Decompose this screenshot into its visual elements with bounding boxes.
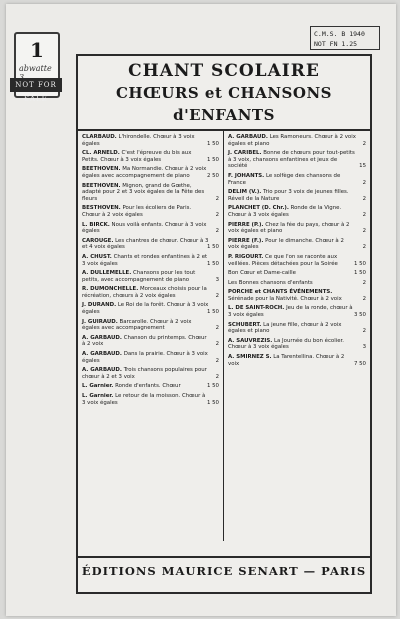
catalog-entry xyxy=(228,173,366,186)
catalog-entry xyxy=(228,280,366,287)
entry-title: Le solfège des chansons de France xyxy=(228,172,341,186)
entry-composer: J. DURAND. xyxy=(82,302,117,309)
catalog-entry xyxy=(82,319,219,332)
entry-price: 2 xyxy=(362,328,366,335)
catalog-entry xyxy=(82,383,219,390)
catalog-entry xyxy=(228,189,366,202)
entry-price: 2 xyxy=(362,295,366,302)
entry-composer: L. BIRCK. xyxy=(82,221,110,228)
catalog-entry xyxy=(82,335,219,348)
entry-composer: CL. ARNELD. xyxy=(82,150,120,157)
entry-price: 1 50 xyxy=(353,260,366,267)
entry-title: Sérénade pour la Nativité. Chœur à 2 voix xyxy=(228,295,342,302)
catalog-listing xyxy=(78,131,370,541)
reference-box xyxy=(310,26,380,50)
entry-title: Morceaux choisis pour la récréation, chœurs à 2 voix égales xyxy=(82,286,207,299)
entry-price: 2 xyxy=(215,357,219,364)
entry-price: 2 xyxy=(215,373,219,380)
catalog-entry xyxy=(228,205,366,218)
entry-title: Barcarolle. Chœur à 2 voix égales avec accompagnement xyxy=(82,318,192,332)
entry-title: Chanson du printemps. Chœur à 2 voix xyxy=(82,334,207,348)
reference-line-1: C.M.S. B 1940 xyxy=(314,30,365,38)
entry-title: Ronde d'enfants. Chœur xyxy=(115,383,181,390)
publisher-footer: ÉDITIONS MAURICE SENART — PARIS xyxy=(78,556,370,578)
entry-composer: CLARBAUD. xyxy=(82,134,117,140)
entry-title: Les Bonnes chansons d'enfants xyxy=(228,279,313,286)
entry-composer: A. GARBAUD. xyxy=(228,134,268,140)
music-sheet-cover xyxy=(76,54,372,594)
entry-price: 2 xyxy=(215,325,219,332)
entry-title: La Tarentellina. Chœur à 2 voix xyxy=(228,354,345,367)
entry-title: La jeune fille, chœur à 2 voix égales et piano xyxy=(228,321,342,335)
entry-composer: L. DE SAINT-ROCH. xyxy=(228,305,285,312)
entry-composer: DELIM (V.). xyxy=(228,189,262,196)
entry-title: Trois chansons populaires pour chœur à 2 et 3 voix xyxy=(82,367,207,380)
entry-composer: A. GARBAUD. xyxy=(82,334,122,341)
entry-title: Trio pour 3 voix de jeunes filles. Réveil de la Nature xyxy=(228,189,349,202)
entry-price: 2 xyxy=(362,140,366,147)
entry-title: Ronde de la Vigne. Chœur à 3 voix égales xyxy=(228,205,342,218)
entry-composer: A. CHUST. xyxy=(82,253,112,260)
entry-price: 2 xyxy=(215,211,219,218)
entry-title: Ce que l'on se raconte aux veillées. Pièces détachées pour la Soirée xyxy=(228,253,338,267)
catalog-entry xyxy=(82,351,219,364)
catalog-entry xyxy=(228,289,366,302)
entry-price: 1 50 xyxy=(353,270,366,277)
entry-title: Les chantres de chœur. Chœur à 3 et 4 voix égales xyxy=(82,237,209,251)
catalog-column-left xyxy=(78,131,224,541)
entry-price: 15 xyxy=(359,163,366,170)
stamp-number: 1 xyxy=(30,38,44,62)
entry-title: La Journée du bon écolier. Chœur à 3 voix égales xyxy=(228,337,344,351)
entry-composer: J. CARIBEL. xyxy=(228,150,262,157)
entry-composer: PORCHE et CHANTS ÉVÉNEMENTS. xyxy=(228,289,333,296)
entry-composer: J. GUIRAUD. xyxy=(82,318,118,325)
stamp-band: NOT FOR SALE xyxy=(10,78,62,92)
entry-price: 3 50 xyxy=(353,312,366,319)
catalog-entry xyxy=(82,302,219,315)
catalog-entry xyxy=(82,222,219,235)
catalog-entry xyxy=(82,205,219,218)
entry-composer: A. GARBAUD. xyxy=(82,351,122,358)
catalog-entry xyxy=(82,254,219,267)
catalog-entry xyxy=(228,222,366,235)
entry-composer: PIERRE (P.). xyxy=(228,221,264,228)
entry-title: Bon Cœur et Dame-caille xyxy=(228,270,296,277)
entry-title: Jeu de la ronde, chœur à 3 voix égales xyxy=(228,305,353,319)
entry-title: Chez la fée du pays, chœur à 2 voix égales et piano xyxy=(228,221,350,235)
entry-composer: L. Garnier. xyxy=(82,393,114,399)
entry-composer: BEETHOVEN. xyxy=(82,166,121,173)
entry-price: 2 xyxy=(215,292,219,299)
entry-title: Le Roi de la forêt. Chœur à 3 voix égales xyxy=(82,302,209,316)
entry-title: Ma Normandie. Chœur à 2 voix égales avec accompagnement de piano xyxy=(82,166,207,179)
entry-title: Chansons pour les tout petits, avec accompagnement de piano xyxy=(82,270,196,283)
catalog-entry xyxy=(228,150,366,170)
entry-price: 1 50 xyxy=(206,244,219,251)
catalog-entry xyxy=(82,134,219,147)
catalog-entry xyxy=(82,183,219,203)
entry-price: 2 xyxy=(215,341,219,348)
entry-price: 3 xyxy=(362,344,366,351)
entry-title: Bonne de chœurs pour tout-petits à 3 voix, chansons enfantines et jeux de société xyxy=(228,150,355,170)
cover-title-line-2: CHŒURS et CHANSONS d'ENFANTS xyxy=(115,84,332,124)
catalog-entry xyxy=(82,238,219,251)
entry-price: 2 xyxy=(362,211,366,218)
entry-composer: A. SMIRNEZ S. xyxy=(228,354,272,361)
entry-composer: BESTHOVEN. xyxy=(82,205,121,212)
entry-composer: A. GARBAUD. xyxy=(82,367,122,374)
entry-title: Le retour de la moisson. Chœur à 3 voix égales xyxy=(82,393,206,406)
entry-price: 7 50 xyxy=(353,360,366,367)
entry-price: 2 xyxy=(362,244,366,251)
entry-price: 2 50 xyxy=(206,172,219,179)
cover-header xyxy=(78,56,370,131)
entry-price: 2 xyxy=(362,279,366,286)
entry-title: Pour les écoliers de Paris. Chœur à 2 voix égales xyxy=(82,205,192,218)
entry-title: Mignon, grand de Gœthe, adapté pour 2 et 3 voix égales de la Fête des fleurs xyxy=(82,182,205,202)
cover-title-line-1: CHANT SCOLAIRE xyxy=(128,61,320,81)
entry-price: 2 xyxy=(362,195,366,202)
catalog-entry xyxy=(228,238,366,251)
library-stamp xyxy=(14,32,60,103)
catalog-entry xyxy=(82,286,219,299)
catalog-entry xyxy=(82,150,219,163)
entry-composer: A. DULLEMELLE. xyxy=(82,270,132,277)
entry-title: L'hirondelle. Chœur à 3 voix égales xyxy=(82,134,195,147)
catalog-entry xyxy=(228,254,366,267)
catalog-entry xyxy=(82,270,219,283)
entry-price: 2 xyxy=(362,179,366,186)
catalog-entry xyxy=(82,393,219,406)
entry-title: Nous voilà enfants. Chœur à 3 voix égales xyxy=(82,221,207,235)
catalog-entry xyxy=(228,134,366,147)
catalog-entry xyxy=(228,322,366,335)
entry-price: 1 50 xyxy=(206,383,219,390)
entry-composer: BEETHOVEN. xyxy=(82,182,121,189)
entry-composer: SCHUBERT. xyxy=(228,321,262,328)
entry-price: 1 50 xyxy=(206,309,219,316)
catalog-entry xyxy=(228,354,366,367)
catalog-entry xyxy=(228,270,366,277)
entry-price: 2 xyxy=(215,228,219,235)
entry-price: 2 xyxy=(215,195,219,202)
entry-price: 1 50 xyxy=(206,399,219,406)
entry-composer: P. RIGOURT. xyxy=(228,253,264,260)
catalog-entry xyxy=(82,367,219,380)
stamp-handwriting: abwatte xyxy=(19,64,52,73)
entry-composer: CAROUGE. xyxy=(82,237,114,244)
catalog-column-right xyxy=(224,131,370,541)
entry-price: 3 xyxy=(215,276,219,283)
entry-price: 1 50 xyxy=(206,156,219,163)
entry-title: Dans la prairie. Chœur à 3 voix égales xyxy=(82,351,208,364)
entry-composer: PIERRE (F.). xyxy=(228,237,264,244)
entry-composer: PLANCHET (D. Chr.). xyxy=(228,205,289,212)
entry-title: Chants et rondes enfantines à 2 et 3 voix égales xyxy=(82,253,208,267)
catalog-entry xyxy=(228,305,366,318)
entry-price: 1 50 xyxy=(206,260,219,267)
entry-title: C'est l'épreuve du bis aux Petits. Chœur à 3 voix égales xyxy=(82,150,192,163)
entry-composer: F. JOHANTS. xyxy=(228,172,265,179)
entry-price: 2 xyxy=(362,228,366,235)
catalog-page xyxy=(6,4,396,616)
entry-price: 1 50 xyxy=(206,140,219,147)
catalog-entry xyxy=(82,166,219,179)
reference-line-2: NOT FN 1.25 xyxy=(314,40,358,48)
catalog-entry xyxy=(228,338,366,351)
entry-composer: L. Garnier. xyxy=(82,383,114,390)
entry-composer: A. SAUVREZIS. xyxy=(228,337,273,344)
entry-title: Les Ramoneurs. Chœur à 2 voix égales et piano xyxy=(228,134,356,147)
entry-composer: R. DUMONCHELLE. xyxy=(82,286,139,293)
entry-title: Pour le dimanche. Chœur à 2 voix égales xyxy=(228,237,344,251)
